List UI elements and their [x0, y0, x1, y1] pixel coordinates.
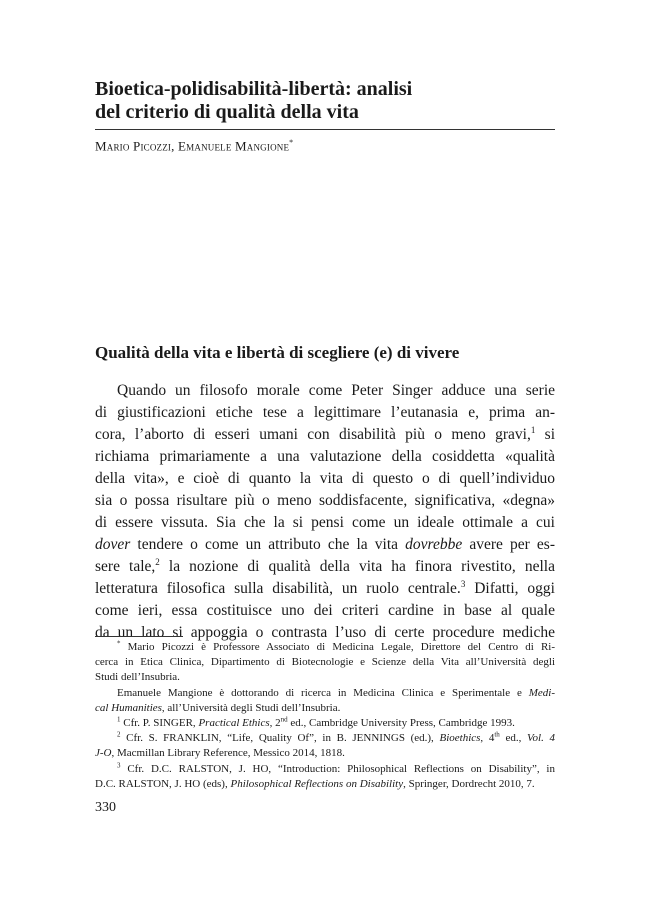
footnote-text: ed., — [499, 732, 528, 745]
footnote-mark: * — [117, 639, 121, 648]
body-line-text: avere per es- — [462, 536, 555, 553]
footnote-italic: Medi- — [528, 686, 555, 699]
article-title-line-2: del criterio di qualità della vita — [95, 101, 359, 123]
footnote-text: 2 — [272, 716, 281, 729]
footnote-line: Studi dell’Insubria. — [95, 671, 180, 684]
footnote-text: Cfr. D.C. RALSTON, J. HO, “Introduction: Philosophical Reflections on Disability”, in — [120, 762, 555, 775]
footnote-italic: Bioethics — [439, 732, 481, 745]
italic-dovrebbe: dovrebbe — [405, 536, 463, 553]
section-title: Qualità della vita e libertà di scegliere (e) di vivere — [95, 343, 460, 362]
body-line — [95, 534, 555, 556]
footnote-line — [95, 777, 555, 792]
footnote-text: Cfr. P. SINGER, — [120, 716, 199, 729]
footnote-line — [95, 640, 555, 655]
footnote-text: ed., Cambridge University Press, Cambridge 1993. — [287, 716, 515, 729]
footnote-line — [95, 701, 555, 716]
body-line-text: sere tale, — [95, 558, 156, 575]
footnote-italic: Philosophical Reflections on Disability — [230, 777, 404, 790]
footnote-rule — [95, 636, 183, 637]
body-line: della vita», e cioè di quanto la vita di questo o di quell’individuo — [95, 470, 555, 487]
body-line: Quando un filosofo morale come Peter Singer adduce una serie — [117, 382, 555, 399]
title-rule — [95, 129, 555, 130]
footnote-italic: cal Humanities — [95, 701, 162, 714]
footnote-mark: 3 — [117, 760, 121, 769]
article-title — [95, 78, 555, 124]
authors-names: Mario Picozzi, Emanuele Mangione — [95, 138, 290, 154]
body-line-text: tendere o come un attributo che la vita — [130, 536, 406, 553]
body-line: da un lato si appoggia o contrasta l’uso di certe procedure mediche — [95, 624, 555, 641]
italic-dover: dover — [95, 536, 131, 553]
footnote-mark: 2 — [117, 730, 121, 739]
page-number: 330 — [95, 800, 116, 815]
body-line: richiama primariamente a una valutazione della cosiddetta «qualità — [95, 448, 555, 465]
body-line: di essere vissuta. Sia che la si pensi come un ideale ottimale a cui — [95, 514, 555, 531]
body-line — [95, 578, 555, 600]
article-title-line-1: Bioetica-polidisabilità-libertà: analisi — [95, 78, 413, 100]
footnote-text: , all’Università degli Studi dell’Insubria. — [161, 701, 341, 714]
footnote-text: Cfr. S. FRANKLIN, “Life, Quality Of”, in B. JENNINGS (ed.), — [120, 732, 440, 745]
footnote-italic: J-O — [95, 747, 112, 760]
body-line: come ieri, essa costituisce uno dei criteri cardine in base al quale — [95, 602, 555, 619]
footnote-3 — [95, 762, 555, 777]
footnote-ref-3[interactable]: 3 — [460, 578, 466, 589]
footnotes — [95, 640, 555, 792]
body-line — [95, 424, 555, 446]
footnote-1 — [95, 716, 555, 731]
footnote-text: , 4 — [480, 732, 495, 745]
body-line-text: si — [535, 426, 556, 443]
body-line-text: letteratura filosofica sulla disabilità, un ruolo centrale. — [95, 580, 461, 597]
body-text — [95, 380, 555, 644]
authors — [95, 135, 293, 154]
footnote-line: cerca in Etica Clinica, Dipartimento di Biotecnologie e Scienze della Vita all’Università degli — [95, 656, 555, 669]
footnote-mark: 1 — [117, 715, 121, 724]
footnote-text: , Macmillan Library Reference, Messico 2014, 1818. — [111, 747, 345, 760]
footnote-text: Mario Picozzi è Professore Associato di Medicina Legale, Direttore del Centro di Ri- — [120, 641, 555, 653]
footnote-2 — [95, 731, 555, 746]
footnote-line — [95, 746, 555, 761]
footnote-italic: Practical Ethics, — [198, 716, 273, 729]
footnote-ordinal: th — [494, 730, 500, 739]
footnote-ordinal: nd — [280, 715, 288, 724]
body-line-text: Difatti, oggi — [465, 580, 555, 597]
body-line: di giustificazioni etiche tese a legittimare l’eutanasia e, prima an- — [95, 404, 555, 421]
footnote-ref-2[interactable]: 2 — [155, 556, 160, 567]
page — [95, 0, 555, 907]
footnote-italic: Vol. 4 — [527, 732, 555, 745]
body-line — [95, 556, 555, 578]
footnote-text: D.C. RALSTON, J. HO (eds), — [95, 777, 231, 790]
authors-note-mark[interactable]: * — [289, 138, 294, 147]
body-line: sia o possa risultare più o meno soddisfacente, significativa, «degna» — [95, 492, 555, 509]
body-line-text: la nozione di qualità della vita ha finora rivestito, nella — [159, 558, 555, 575]
footnote-line — [95, 686, 555, 701]
body-line-text: cora, l’aborto di esseri umani con disabilità più o meno gravi, — [95, 426, 531, 443]
footnote-ref-1[interactable]: 1 — [530, 424, 536, 435]
footnote-text: Emanuele Mangione è dottorando di ricerca in Medicina Clinica e Sperimentale e — [117, 686, 529, 699]
footnote-text: , Springer, Dordrecht 2010, 7. — [403, 777, 535, 790]
